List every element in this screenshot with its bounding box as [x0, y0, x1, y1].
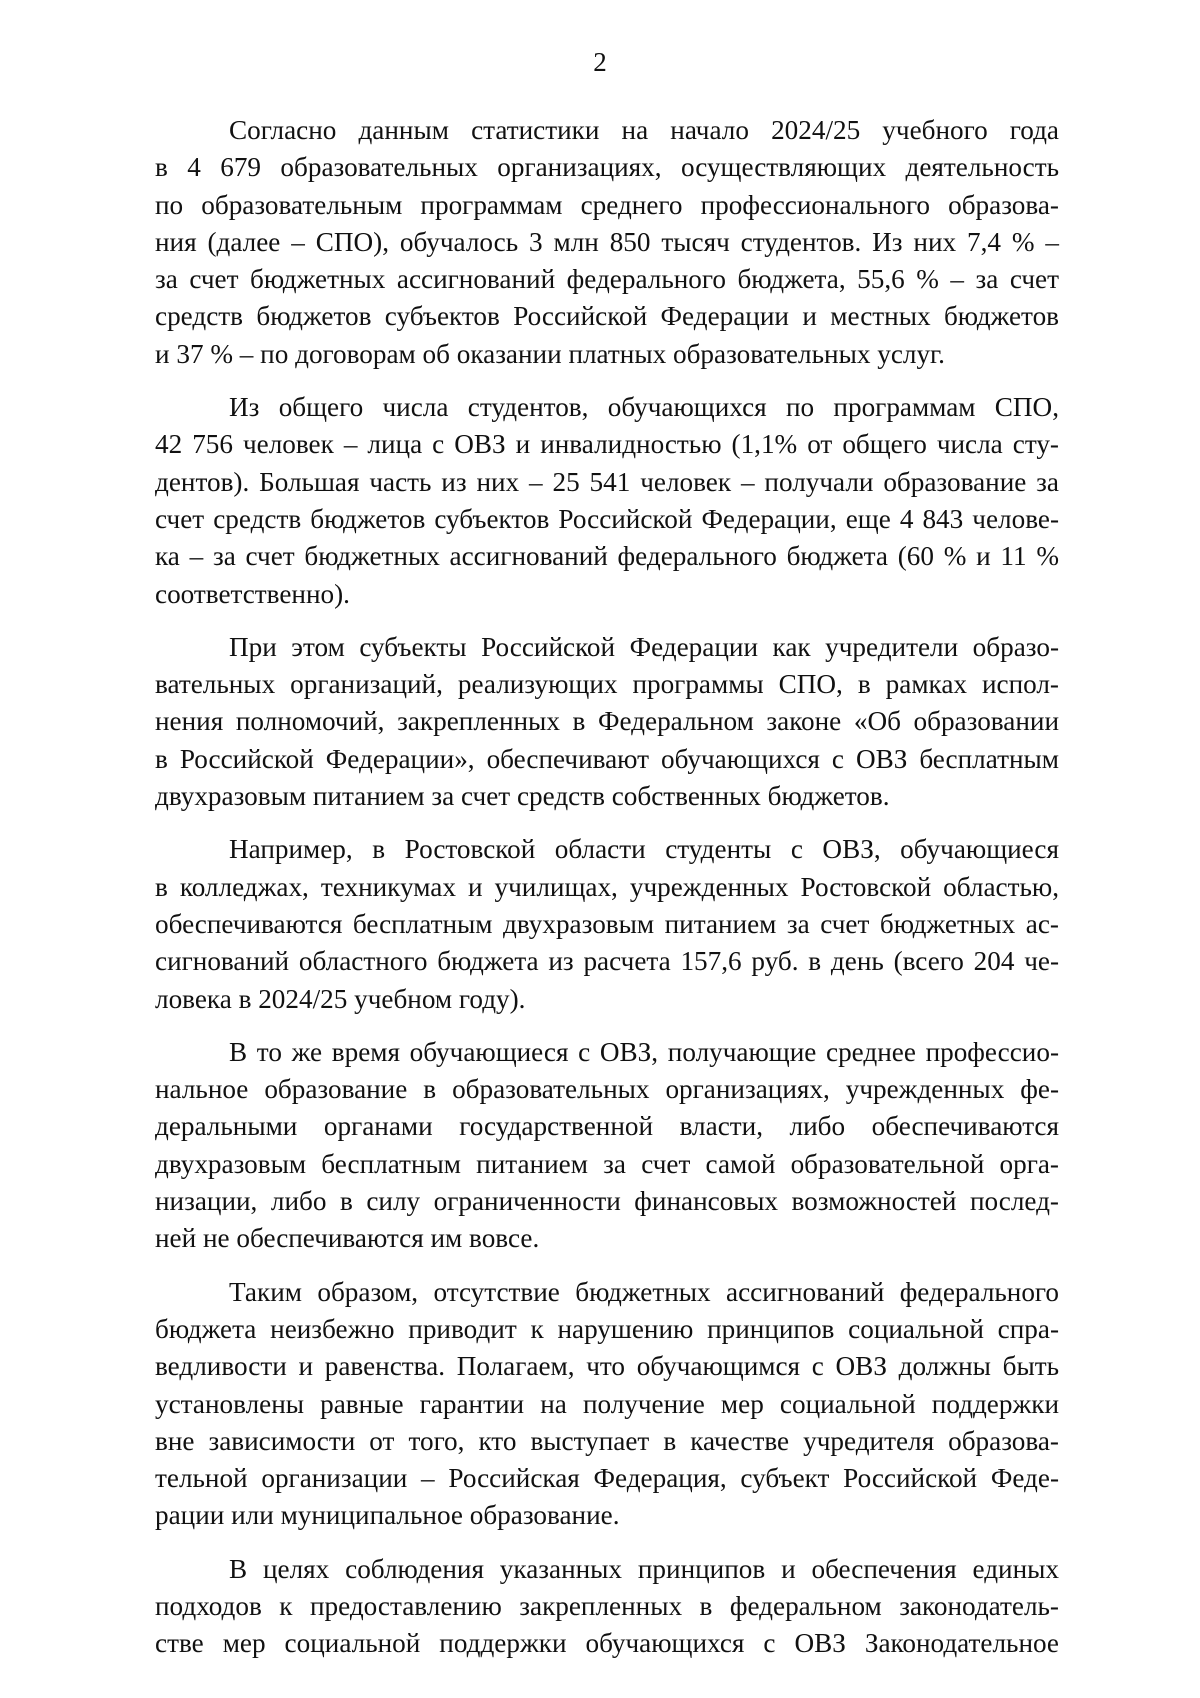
paragraph-line: бюджета неизбежно приводит к нарушению принципов социальной спра- — [155, 1313, 1059, 1344]
paragraph-line: в колледжах, техникумах и училищах, учрежденных Ростовской областью, — [155, 871, 1059, 902]
paragraph-line: по образовательным программам среднего профессионального образова- — [155, 189, 1059, 220]
page-number: 2 — [593, 47, 607, 77]
paragraph-line: в 4 679 образовательных организациях, осуществляющих деятельность — [155, 152, 1059, 183]
paragraph-line: Согласно данным статистики на начало 2024/25 учебного года — [229, 115, 1059, 145]
paragraph-line: и 37 % – по договорам об оказании платных образовательных услуг. — [155, 338, 945, 369]
paragraph — [155, 112, 1059, 373]
paragraph-line: вне зависимости от того, кто выступает в качестве учредителя образова- — [155, 1425, 1059, 1456]
paragraph-line: вательных организаций, реализующих программы СПО, в рамках испол- — [155, 669, 1059, 700]
paragraph-line: ведливости и равенства. Полагаем, что обучающимся с ОВЗ должны быть — [155, 1351, 1059, 1382]
paragraph-line: обеспечиваются бесплатным двухразовым питанием за счет бюджетных ас- — [155, 908, 1059, 939]
paragraph — [155, 389, 1059, 613]
paragraph-line: В то же время обучающиеся с ОВЗ, получающие среднее профессио- — [229, 1036, 1059, 1067]
paragraph-line: Например, в Ростовской области студенты с ОВЗ, обучающиеся — [229, 834, 1059, 865]
paragraph-line: сигнований областного бюджета из расчета 157,6 руб. в день (всего 204 че- — [155, 946, 1059, 977]
paragraph-line: подходов к предоставлению закрепленных в федеральном законодатель- — [155, 1590, 1059, 1621]
paragraph-line: за счет бюджетных ассигнований федерального бюджета, 55,6 % – за счет — [155, 264, 1059, 295]
paragraph-line: Таким образом, отсутствие бюджетных ассигнований федерального — [229, 1276, 1059, 1307]
paragraph — [155, 629, 1059, 815]
paragraph-line: счет средств бюджетов субъектов Российской Федерации, еще 4 843 челове- — [155, 503, 1059, 534]
paragraph-line: Из общего числа студентов, обучающихся по программам СПО, — [229, 392, 1059, 423]
paragraph-line: двухразовым питанием за счет средств собственных бюджетов. — [155, 781, 890, 812]
paragraph-line: деральными органами государственной власти, либо обеспечиваются — [155, 1111, 1059, 1142]
document-body — [155, 112, 1059, 1679]
paragraph-line: в Российской Федерации», обеспечивают обучающихся с ОВЗ бесплатным — [155, 743, 1059, 774]
paragraph — [155, 1274, 1059, 1535]
paragraph-line: стве мер социальной поддержки обучающихся с ОВЗ Законодательное — [155, 1628, 1059, 1659]
paragraph — [155, 1551, 1059, 1663]
paragraph-line: нальное образование в образовательных организациях, учрежденных фе- — [155, 1074, 1059, 1105]
paragraph-line: В целях соблюдения указанных принципов и обеспечения единых — [229, 1553, 1059, 1584]
paragraph-line: средств бюджетов субъектов Российской Федерации и местных бюджетов — [155, 301, 1059, 332]
paragraph — [155, 1034, 1059, 1258]
paragraph-line: рации или муниципальное образование. — [155, 1500, 620, 1531]
paragraph-line: ней не обеспечиваются им вовсе. — [155, 1223, 540, 1254]
paragraph-line: нения полномочий, закрепленных в Федеральном законе «Об образовании — [155, 706, 1059, 737]
paragraph — [155, 831, 1059, 1017]
paragraph-line: соответственно). — [155, 578, 350, 609]
paragraph-line: 42 756 человек – лица с ОВЗ и инвалидностью (1,1% от общего числа сту- — [155, 429, 1059, 460]
paragraph-line: установлены равные гарантии на получение мер социальной поддержки — [155, 1388, 1059, 1419]
paragraph-line: При этом субъекты Российской Федерации как учредители образо- — [229, 631, 1059, 662]
paragraph-line: ния (далее – СПО), обучалось 3 млн 850 тысяч студентов. Из них 7,4 % – — [155, 226, 1059, 257]
paragraph-line: двухразовым бесплатным питанием за счет самой образовательной орга- — [155, 1148, 1059, 1179]
paragraph-line: тельной организации – Российская Федерация, субъект Российской Феде- — [155, 1463, 1059, 1494]
paragraph-line: ка – за счет бюджетных ассигнований федерального бюджета (60 % и 11 % — [155, 541, 1059, 572]
paragraph-line: дентов). Большая часть из них – 25 541 человек – получали образование за — [155, 466, 1059, 497]
paragraph-line: низации, либо в силу ограниченности финансовых возможностей послед- — [155, 1186, 1059, 1217]
paragraph-line: ловека в 2024/25 учебном году). — [155, 983, 526, 1014]
